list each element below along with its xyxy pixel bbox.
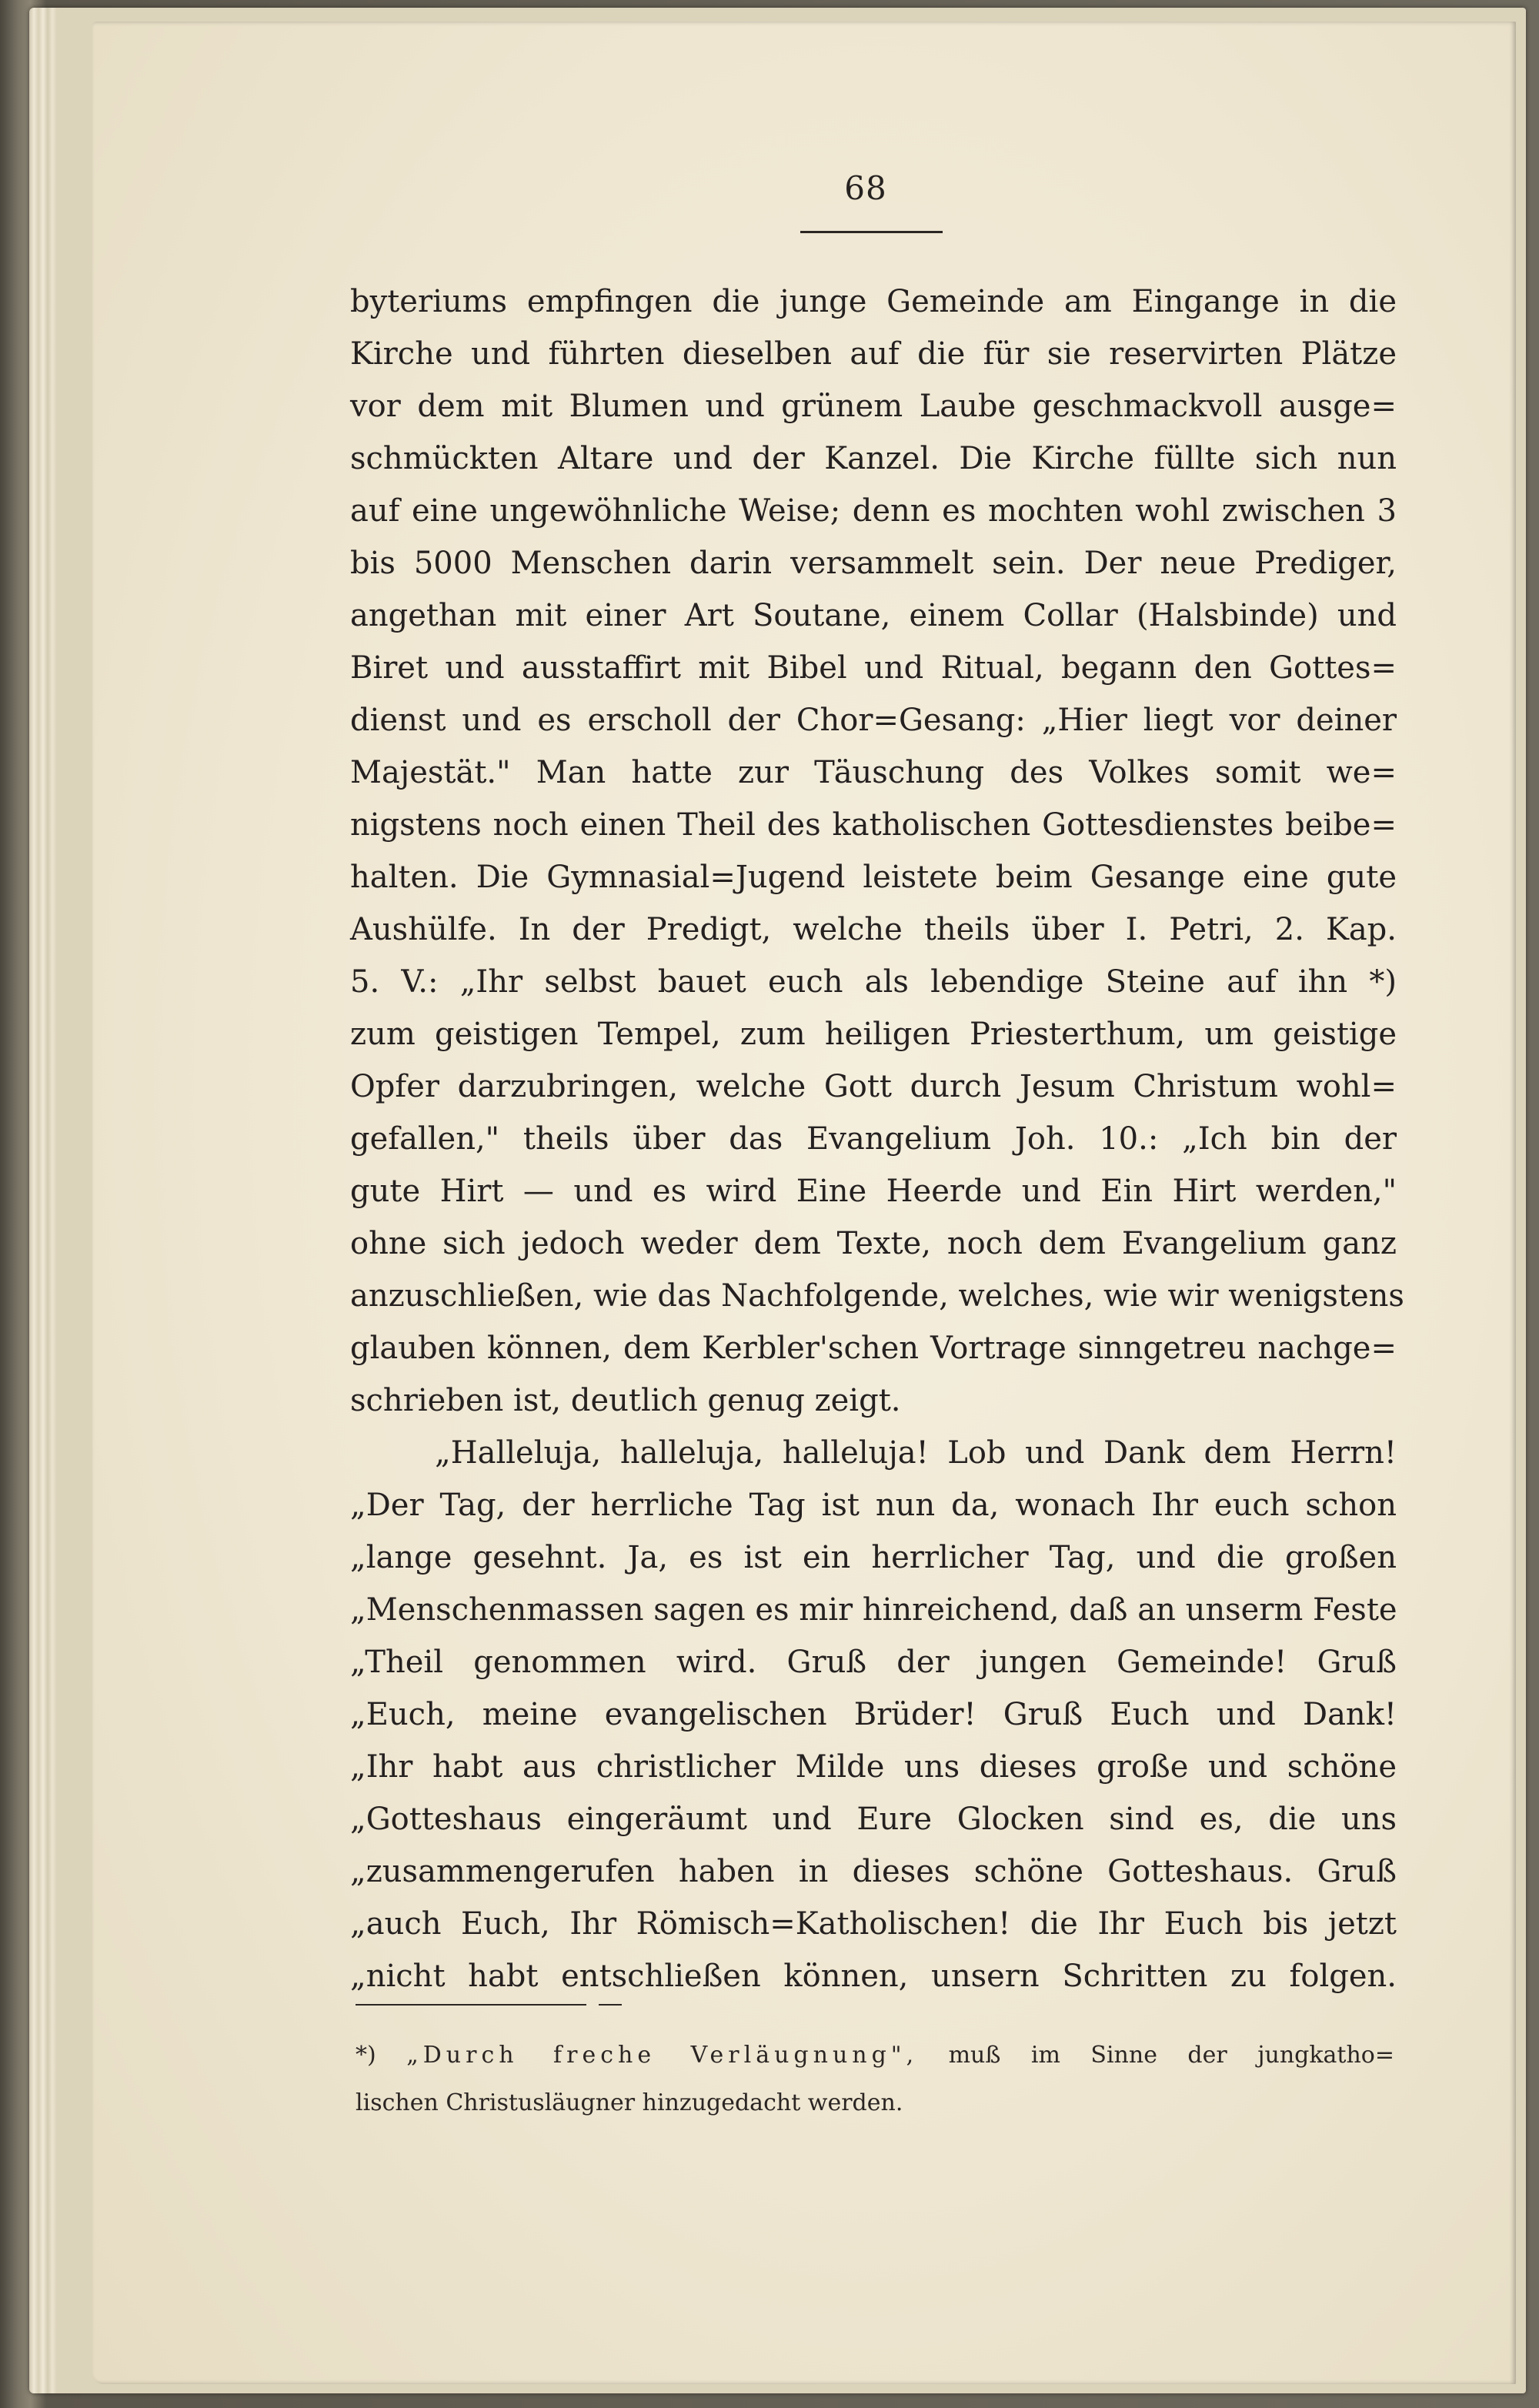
text-line: angethan mit einer Art Soutane, einem Collar (Halsbinde) und bbox=[350, 598, 1397, 633]
text-line: schmückten Altare und der Kanzel. Die Kirche füllte sich nun bbox=[350, 441, 1397, 476]
page-header bbox=[789, 169, 943, 207]
text-line: zum geistigen Tempel, zum heiligen Priesterthum, um geistige bbox=[350, 1017, 1397, 1052]
text-line: „lange gesehnt. Ja, es ist ein herrlicher Tag, und die großen bbox=[350, 1540, 1397, 1575]
text-line: „Menschenmassen sagen es mir hinreichend, daß an unserm Feste bbox=[350, 1592, 1397, 1628]
text-line: halten. Die Gymnasial=Jugend leistete beim Gesange eine gute bbox=[350, 860, 1397, 895]
text-line: Biret und ausstaffirt mit Bibel und Ritual, begann den Gottes= bbox=[350, 650, 1397, 686]
page-number: 68 bbox=[844, 169, 887, 207]
text-line: bis 5000 Menschen darin versammelt sein. Der neue Prediger, bbox=[350, 546, 1397, 581]
text-line: vor dem mit Blumen und grünem Laube geschmackvoll ausge= bbox=[350, 389, 1397, 424]
footnote-line bbox=[356, 2032, 1394, 2079]
text-line: „nicht habt entschließen können, unsern Schritten zu folgen. bbox=[350, 1959, 1397, 1994]
text-line: 5. V.: „Ihr selbst bauet euch als lebendige Steine auf ihn *) bbox=[350, 964, 1397, 1000]
text-line: „Ihr habt aus christlicher Milde uns dieses große und schöne bbox=[350, 1749, 1397, 1785]
text-line: „Gotteshaus eingeräumt und Eure Glocken sind es, die uns bbox=[350, 1802, 1397, 1837]
text-line: nigstens noch einen Theil des katholischen Gottesdienstes beibe= bbox=[350, 807, 1397, 843]
text-line: Majestät." Man hatte zur Täuschung des Volkes somit we= bbox=[350, 755, 1397, 790]
text-line: Aushülfe. In der Predigt, welche theils über I. Petri, 2. Kap. bbox=[350, 912, 1397, 947]
text-line: „auch Euch, Ihr Römisch=Katholischen! die Ihr Euch bis jetzt bbox=[350, 1906, 1397, 1942]
text-line: auf eine ungewöhnliche Weise; denn es mochten wohl zwischen 3 bbox=[350, 493, 1397, 529]
text-line: schrieben ist, deutlich genug zeigt. bbox=[350, 1383, 901, 1418]
text-line: gefallen," theils über das Evangelium Joh. 10.: „Ich bin der bbox=[350, 1121, 1397, 1157]
footnote-line: lischen Christusläugner hinzugedacht werden. bbox=[356, 2089, 903, 2116]
footnote-line1-rest: muß im Sinne der jungkatho= bbox=[948, 2042, 1394, 2069]
footnote bbox=[356, 2032, 1394, 2127]
header-rule bbox=[800, 231, 943, 233]
text-line: ohne sich jedoch weder dem Texte, noch dem Evangelium ganz bbox=[350, 1226, 1397, 1261]
main-text bbox=[350, 276, 1404, 2002]
text-line: gute Hirt — und es wird Eine Heerde und Ein Hirt werden," bbox=[350, 1174, 1397, 1209]
text-line: „Theil genommen wird. Gruß der jungen Gemeinde! Gruß bbox=[350, 1645, 1397, 1680]
footnote-spaced-phrase: „Durch freche Verläugnung", bbox=[406, 2042, 919, 2069]
footnote-marker: *) bbox=[356, 2042, 376, 2069]
text-line: anzuschließen, wie das Nachfolgende, welches, wie wir wenigstens bbox=[350, 1278, 1404, 1314]
text-line: „Der Tag, der herrliche Tag ist nun da, wonach Ihr euch schon bbox=[350, 1488, 1397, 1523]
text-line: „Euch, meine evangelischen Brüder! Gruß Euch und Dank! bbox=[350, 1697, 1397, 1732]
footnote-rule bbox=[356, 2004, 586, 2006]
text-line: Kirche und führten dieselben auf die für sie reservirten Plätze bbox=[350, 336, 1397, 372]
text-line: byteriums empfingen die junge Gemeinde am Eingange in die bbox=[350, 284, 1397, 319]
text-line: „Halleluja, halleluja, halleluja! Lob und Dank dem Herrn! bbox=[435, 1435, 1397, 1471]
text-line: glauben können, dem Kerbler'schen Vortrage sinngetreu nachge= bbox=[350, 1331, 1397, 1366]
text-line: „zusammengerufen haben in dieses schöne Gotteshaus. Gruß bbox=[350, 1854, 1397, 1889]
footnote-rule-tail bbox=[599, 2004, 622, 2006]
text-line: Opfer darzubringen, welche Gott durch Jesum Christum wohl= bbox=[350, 1069, 1397, 1104]
text-line: dienst und es erscholl der Chor=Gesang: „Hier liegt vor deiner bbox=[350, 703, 1397, 738]
